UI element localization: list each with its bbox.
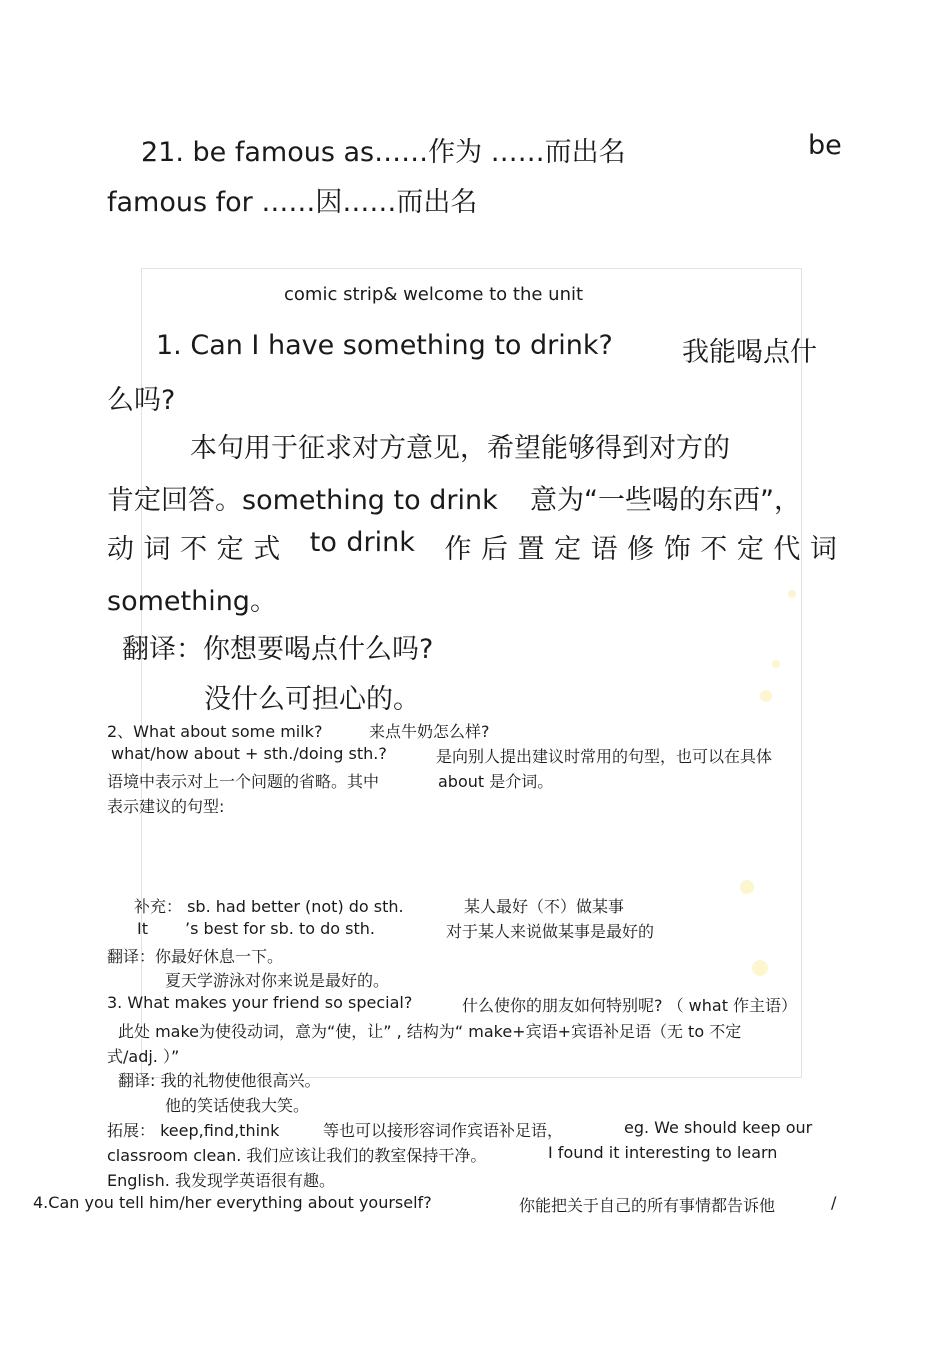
q3-line3: 式/adj. ）” [107,1047,180,1066]
q3-ext2-b: I found it interesting to learn [548,1143,778,1162]
q3-ext1: 拓展： keep,find,think [107,1121,280,1140]
q3-trans1: 翻译: 我的礼物使他很高兴。 [118,1071,321,1090]
q3-trans2: 他的笑话使我大笑。 [165,1096,310,1115]
q3-ext1-cn: 等也可以接形容词作宾语补足语， [323,1121,564,1140]
q4-line1-slash: / [831,1193,837,1212]
q2-line4: 表示建议的句型: [107,797,225,816]
q2-supp2-cn: 对于某人来说做某事是最好的 [446,922,655,941]
decor-dot [752,960,768,976]
q2-line3: 语境中表示对上一个问题的省略。其中 [107,772,380,791]
item21-line2: famous for ……因……而出名 [107,187,478,218]
q2-line1: 2、What about some milk? [107,722,323,741]
q2-supp1-cn: 某人最好（不）做某事 [464,897,625,916]
q2-line2-cn: 是向别人提出建议时常用的句型，也可以在具体 [436,747,773,766]
q2-supp2-it: It [137,919,148,938]
q3-line1-cn: 什么使你的朋友如何特别呢? （ what 作主语） [462,996,798,1015]
q1-line1-cn: 我能喝点什 [682,337,817,368]
q1-trans1: 翻译：你想要喝点什么吗? [122,634,434,665]
item21-line1: 21. be famous as……作为 ……而出名 [141,137,626,168]
q2-line3-b: about 是介词。 [438,772,554,791]
q3-line2: 此处 make为使役动词，意为“使，让” , 结构为“ make+宾语+宾语补足语（无 to 不定 [118,1022,742,1041]
q2-supp2: ’s best for sb. to do sth. [185,919,375,938]
decor-dot [772,660,780,668]
q3-line1: 3. What makes your friend so special? [107,993,413,1012]
section-heading: comic strip& welcome to the unit [284,284,584,305]
q2-supp1: 补充： sb. had better (not) do sth. [134,897,404,916]
q1-expl2: 肯定回答。something to drink [107,485,498,516]
q2-line2: what/how about + sth./doing sth.? [111,744,387,763]
q2-trans1: 翻译：你最好休息一下。 [107,947,284,966]
decor-dot [740,880,754,894]
q1-expl2-cn: 意为“一些喝的东西”， [530,485,801,516]
q1-expl4: something。 [107,586,277,617]
decor-dot [760,690,772,702]
q1-expl1: 本句用于征求对方意见，希望能够得到对方的 [190,433,730,464]
q4-line1-cn: 你能把关于自己的所有事情都告诉他 [519,1196,776,1215]
q4-line1: 4.Can you tell him/her everything about yourself? [33,1193,432,1212]
q3-ext3: English. 我发现学英语很有趣。 [107,1171,335,1190]
q3-ext1-eg: eg. We should keep our [624,1118,813,1137]
q2-line1-cn: 来点牛奶怎么样? [369,722,490,741]
q1-trans2: 没什么可担心的。 [204,684,420,715]
q3-ext2: classroom clean. 我们应该让我们的教室保持干净。 [107,1146,487,1165]
q1-expl3: 动 词 不 定 式 to drink 作 后 置 定 语 修 饰 不 定 代 词 [107,527,837,565]
q2-trans2: 夏天学游泳对你来说是最好的。 [165,971,390,990]
q1-line2: 么吗? [107,385,176,416]
item21-line1-end: be [808,130,842,161]
q1-line1: 1. Can I have something to drink? [156,330,613,361]
decor-dot [788,590,796,598]
